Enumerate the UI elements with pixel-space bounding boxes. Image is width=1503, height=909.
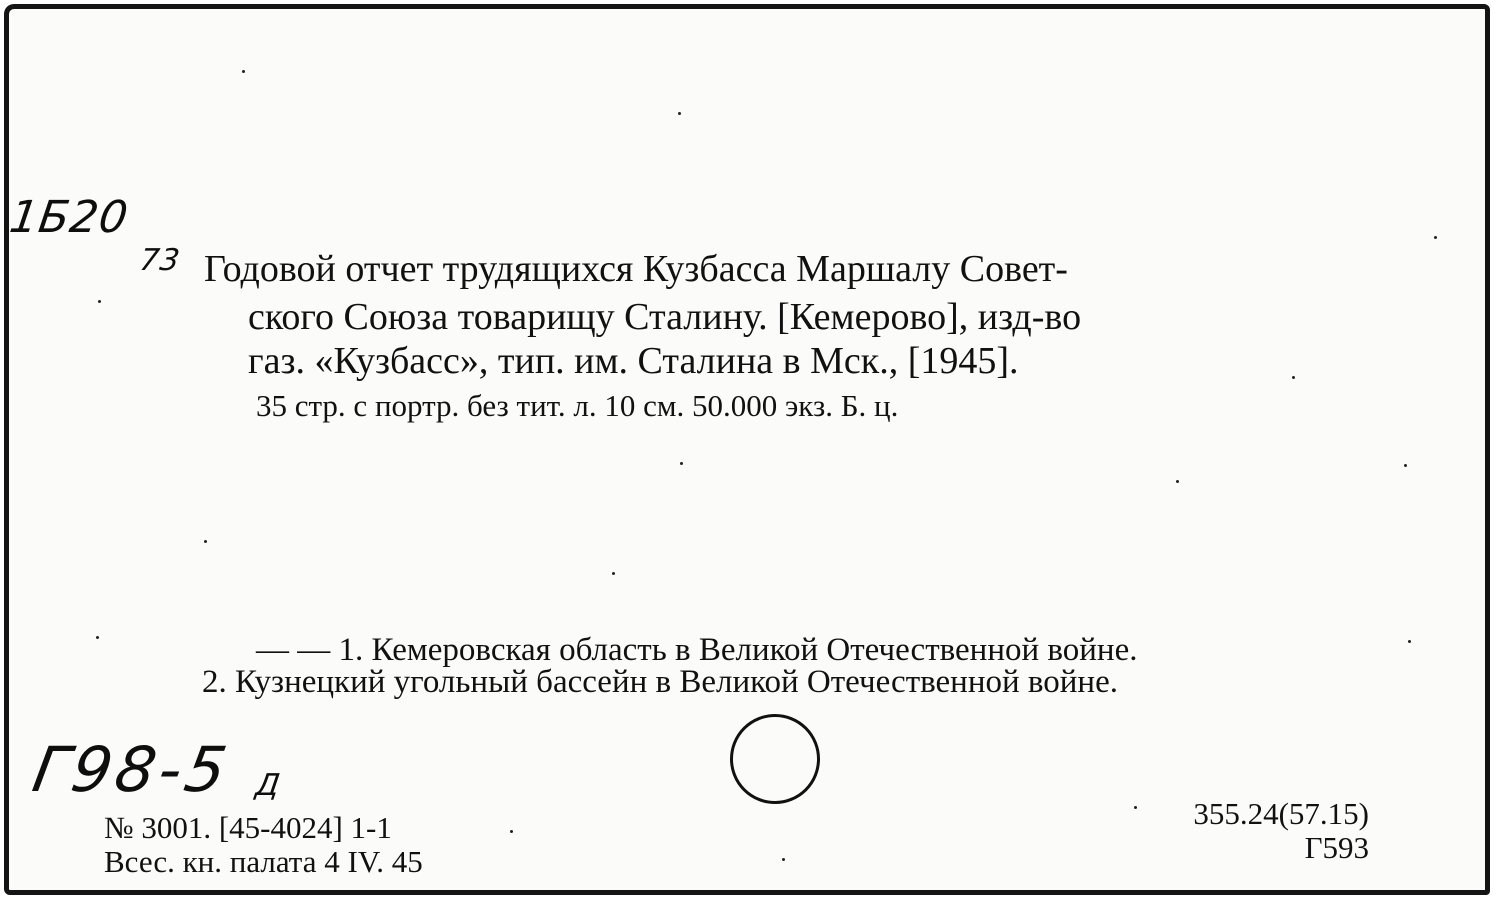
- scan-speck: [612, 572, 615, 575]
- body-line-3: газ. «Кузбасс», тип. им. Сталина в Мск., [1945].: [248, 340, 1019, 382]
- scan-speck: [1292, 376, 1295, 379]
- handwritten-call-number-sub: 73: [137, 243, 183, 278]
- scan-speck: [680, 462, 683, 465]
- author-mark: Г593: [1304, 830, 1369, 865]
- scan-speck: [98, 300, 101, 303]
- classification-code: 355.24(57.15): [1193, 796, 1369, 831]
- scan-speck: [1176, 480, 1179, 483]
- scan-speck: [1404, 464, 1407, 467]
- scan-speck: [510, 830, 513, 833]
- scan-speck: [678, 112, 681, 115]
- circle-stamp-icon: [730, 714, 820, 804]
- scan-speck: [1134, 806, 1137, 809]
- scan-speck: [1408, 640, 1411, 643]
- subject-line-2: 2. Кузнецкий угольный бассейн в Великой Отечественной войне.: [202, 664, 1118, 700]
- scan-speck: [96, 636, 99, 639]
- body-line-2: ского Союза товарищу Сталину. [Кемерово], изд-во: [248, 296, 1082, 338]
- body-line-1: Годовой отчет трудящихся Кузбасса Маршалу Совет-: [204, 248, 1068, 290]
- accession-line-1: № 3001. [45-4024] 1-1: [104, 810, 392, 845]
- handwritten-shelf-mark: Г98-5: [27, 733, 236, 806]
- subject-line-1: — — 1. Кемеровская область в Великой Отечественной войне.: [256, 632, 1138, 668]
- scan-speck: [782, 858, 785, 861]
- scan-speck: [1434, 236, 1437, 239]
- accession-line-2: Всес. кн. палата 4 IV. 45: [104, 844, 423, 879]
- body-line-4: 35 стр. с портр. без тит. л. 10 см. 50.000 экз. Б. ц.: [256, 388, 899, 423]
- handwritten-call-number: 1Б20: [6, 192, 132, 243]
- scan-speck: [242, 70, 245, 73]
- handwritten-shelf-mark-sub: Д: [253, 768, 283, 803]
- scan-speck: [204, 540, 207, 543]
